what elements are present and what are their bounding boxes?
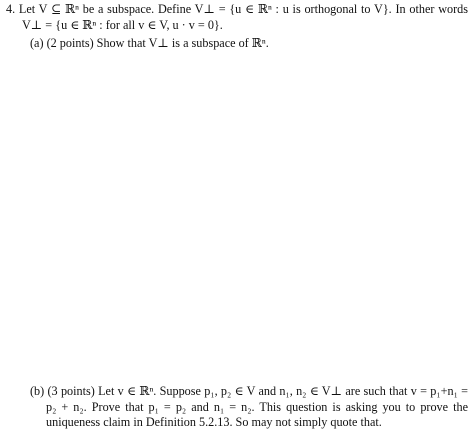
problem-statement [6,2,468,33]
problem-line-2: V⊥ = {u ∈ ℝⁿ : for all v ∈ V, u · v = 0}. [22,17,223,32]
part-a-text: (a) (2 points) Show that V⊥ is a subspace of ℝⁿ. [30,36,269,50]
part-b-line-2: p₂ + n₂. Prove that p₁ = p₂ and n₁ = n₂. This question is asking you to prove the [46,399,468,414]
part-b-line-3: uniqueness claim in Definition 5.2.13. So may not simply quote that. [46,415,382,429]
part-b [30,384,468,431]
part-a [30,36,460,52]
problem-line-1: 4. Let V ⊆ ℝⁿ be a subspace. Define V⊥ = {u ∈ ℝⁿ : u is orthogonal to V}. In other words [6,2,468,16]
part-b-line-1: (b) (3 points) Let v ∈ ℝⁿ. Suppose p₁, p₂ ∈ V and n₁, n₂ ∈ V⊥ are such that v = p₁+n₁ = [30,384,468,398]
